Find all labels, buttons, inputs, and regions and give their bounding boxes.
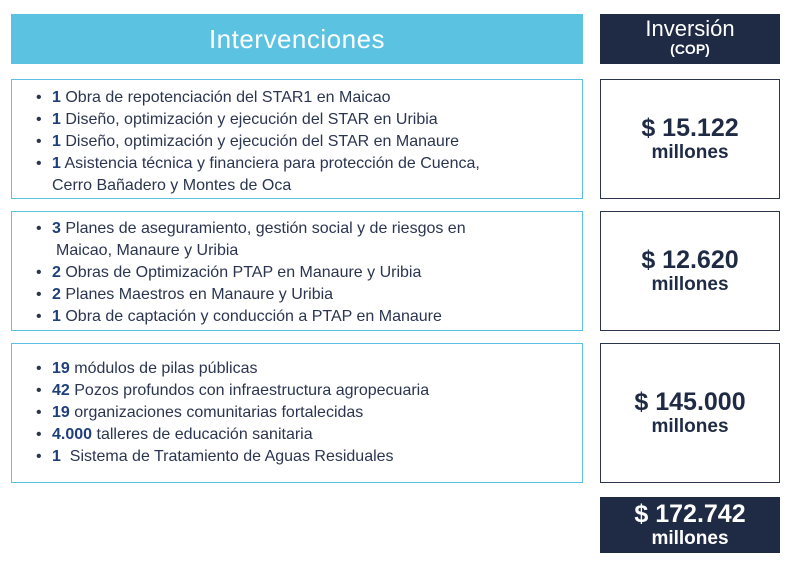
item-count: 19 — [52, 360, 70, 377]
item-text: Asistencia técnica y financiera para protección de Cuenca, — [64, 155, 480, 172]
interventions-group-1 — [11, 79, 583, 199]
item-text: Obras de Optimización PTAP en Manaure y Uribia — [65, 264, 422, 281]
list-item — [36, 284, 582, 306]
investment-group-2 — [600, 211, 780, 331]
list-item — [36, 424, 582, 446]
item-count: 1 — [52, 111, 61, 128]
list-item — [36, 446, 582, 468]
investment-header-title: Inversión — [645, 16, 735, 41]
list-item — [36, 262, 582, 284]
list-item — [36, 131, 582, 153]
list-item — [36, 402, 582, 424]
investment-amount: $ 145.000 — [634, 388, 746, 416]
list-item — [36, 109, 582, 131]
list-item — [36, 306, 582, 328]
item-text: Obra de repotenciación del STAR1 en Maicao — [65, 89, 391, 106]
item-count: 2 — [52, 264, 61, 281]
list-item — [36, 380, 582, 402]
item-text: Diseño, optimización y ejecución del STAR en Uribia — [65, 111, 438, 128]
item-text: organizaciones comunitarias fortalecidas — [74, 404, 364, 421]
list-item — [36, 218, 582, 262]
item-count: 1 — [52, 448, 61, 465]
item-text: Planes Maestros en Manaure y Uribia — [65, 286, 334, 303]
investment-group-1 — [600, 79, 780, 199]
interventions-group-2 — [11, 211, 583, 331]
total-unit: millones — [651, 528, 729, 549]
item-text: Planes de aseguramiento, gestión social y de riesgos en — [65, 220, 466, 237]
item-text: Obra de captación y conducción a PTAP en Manaure — [65, 308, 442, 325]
item-count: 1 — [52, 155, 61, 172]
item-count: 4.000 — [52, 426, 93, 443]
item-count: 1 — [52, 89, 61, 106]
interventions-group-3 — [11, 343, 583, 483]
item-count: 1 — [52, 133, 61, 150]
item-count: 1 — [52, 308, 61, 325]
total-amount: $ 172.742 — [634, 500, 746, 528]
list-item — [36, 153, 582, 197]
investment-group-3 — [600, 343, 780, 483]
item-text: Pozos profundos con infraestructura agropecuaria — [74, 382, 430, 399]
list-item — [36, 87, 582, 109]
item-text-continued: Maicao, Manaure y Uribia — [56, 242, 239, 259]
investment-unit: millones — [651, 274, 729, 295]
list-item — [36, 358, 582, 380]
investment-header-unit: (COP) — [670, 41, 710, 57]
item-text: Sistema de Tratamiento de Aguas Residuales — [65, 448, 394, 465]
item-text-continued: Cerro Bañadero y Montes de Oca — [52, 177, 292, 194]
item-text: talleres de educación sanitaria — [96, 426, 313, 443]
item-text: Diseño, optimización y ejecución del STAR en Manaure — [65, 133, 460, 150]
item-count: 2 — [52, 286, 61, 303]
interventions-header: Intervenciones — [11, 14, 583, 64]
item-count: 3 — [52, 220, 61, 237]
investment-amount: $ 15.122 — [641, 114, 739, 142]
investment-unit: millones — [651, 416, 729, 437]
item-count: 42 — [52, 382, 70, 399]
investment-header — [600, 14, 780, 64]
item-count: 19 — [52, 404, 70, 421]
item-text: módulos de pilas públicas — [74, 360, 258, 377]
investment-amount: $ 12.620 — [641, 246, 739, 274]
investment-unit: millones — [651, 142, 729, 163]
total-investment — [600, 497, 780, 553]
